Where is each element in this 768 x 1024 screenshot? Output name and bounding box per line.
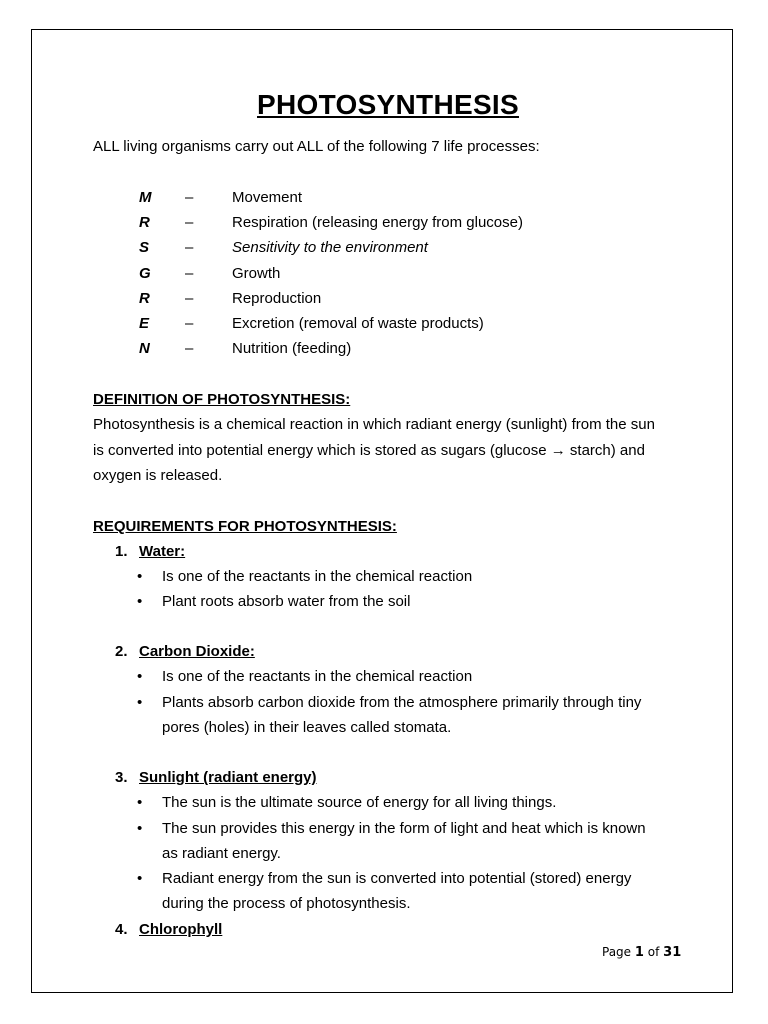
life-process-text: Nutrition (feeding) (232, 340, 352, 358)
bullet-list (93, 664, 683, 740)
page-title: PHOTOSYNTHESIS (257, 89, 519, 120)
life-process-text: Respiration (releasing energy from glucose) (232, 214, 523, 232)
requirement-number: 1. (115, 542, 128, 560)
footer-current-page: 1 (634, 945, 644, 960)
life-process-row (93, 210, 683, 235)
bullet-text: during the process of photosynthesis. (162, 895, 411, 913)
bullet-line (93, 790, 683, 815)
bullet-text: The sun is the ultimate source of energy for all living things. (162, 794, 557, 812)
requirement-number: 2. (115, 643, 128, 661)
life-process-letter: M (139, 189, 152, 206)
bullet-line (93, 841, 683, 866)
intro-text: ALL living organisms carry out ALL of the following 7 life processes: (93, 138, 540, 155)
requirements-list (93, 539, 683, 942)
bullet-icon: • (137, 693, 143, 711)
requirements-heading: REQUIREMENTS FOR PHOTOSYNTHESIS: (93, 517, 397, 535)
bullet-line (93, 564, 683, 589)
definition-paragraph (93, 412, 683, 489)
footer-page-word: Page (602, 945, 632, 959)
footer-total-pages: 31 (663, 945, 682, 960)
life-process-letter: E (139, 314, 150, 332)
bullet-text: The sun provides this energy in the form of light and heat which is known (162, 819, 646, 837)
life-process-text: Reproduction (232, 289, 322, 307)
life-process-text: Movement (232, 189, 303, 206)
requirement-item (93, 539, 683, 615)
life-process-dash: – (185, 314, 194, 332)
life-processes-list (93, 185, 683, 361)
requirement-item (93, 917, 683, 942)
requirement-label: Carbon Dioxide: (139, 643, 255, 661)
bullet-icon: • (137, 567, 143, 585)
life-process-letter: S (139, 239, 150, 257)
life-process-letter: G (139, 264, 151, 282)
bullet-line (93, 589, 683, 614)
bullet-list (93, 564, 683, 615)
requirement-item (93, 765, 683, 916)
life-process-row (93, 336, 683, 361)
requirement-title (93, 639, 683, 664)
bullet-text: Plant roots absorb water from the soil (162, 593, 411, 611)
bullet-text: pores (holes) in their leaves called stomata. (162, 719, 452, 736)
life-process-letter: R (139, 289, 150, 307)
definition-heading: DEFINITION OF PHOTOSYNTHESIS: (93, 391, 351, 409)
bullet-icon: • (137, 668, 143, 686)
life-process-row (93, 311, 683, 336)
bullet-line (93, 690, 683, 715)
life-process-text: Excretion (removal of waste products) (232, 314, 484, 332)
requirement-number: 3. (115, 769, 128, 787)
requirement-number: 4. (115, 920, 128, 938)
footer-of-word: of (647, 945, 660, 959)
life-process-dash: – (185, 214, 194, 232)
definition-line: oxygen is released. (93, 467, 223, 485)
life-process-letter: R (139, 214, 150, 232)
life-process-row (93, 286, 683, 311)
bullet-text: as radiant energy. (162, 844, 281, 862)
requirement-item (93, 639, 683, 740)
bullet-text: Radiant energy from the sun is converted into potential (stored) energy (162, 870, 632, 888)
document-body (93, 88, 683, 942)
bullet-list (93, 790, 683, 916)
bullet-icon: • (137, 819, 143, 837)
page-number-footer (602, 945, 681, 960)
life-process-text: Sensitivity to the environment (232, 239, 428, 257)
definition-line: is converted into potential energy which is stored as sugars (glucose → starch) and (93, 441, 645, 459)
life-process-dash: – (185, 264, 194, 282)
requirement-label: Water: (139, 542, 186, 560)
bullet-line (93, 866, 683, 891)
life-process-dash: – (185, 340, 194, 358)
bullet-line (93, 816, 683, 841)
requirement-label: Chlorophyll (139, 920, 223, 938)
life-process-dash: – (185, 239, 194, 257)
bullet-line (93, 715, 683, 740)
life-process-text: Growth (232, 264, 281, 282)
bullet-icon: • (137, 593, 143, 611)
life-process-dash: – (185, 189, 194, 206)
bullet-icon: • (137, 794, 143, 812)
spacer (93, 614, 683, 639)
bullet-icon: • (137, 870, 143, 888)
requirement-label: Sunlight (radiant energy) (139, 769, 317, 787)
requirement-title (93, 917, 683, 942)
definition-line: Photosynthesis is a chemical reaction in which radiant energy (sunlight) from the sun (93, 416, 655, 434)
requirement-title (93, 539, 683, 564)
bullet-text: Plants absorb carbon dioxide from the atmosphere primarily through tiny (162, 693, 642, 711)
bullet-line (93, 891, 683, 916)
spacer (93, 740, 683, 765)
bullet-line (93, 664, 683, 689)
life-process-row (93, 185, 683, 210)
bullet-text: Is one of the reactants in the chemical reaction (162, 668, 473, 686)
life-process-row (93, 235, 683, 260)
life-process-letter: N (139, 340, 150, 358)
requirement-title (93, 765, 683, 790)
bullet-text: Is one of the reactants in the chemical reaction (162, 567, 473, 585)
life-process-row (93, 261, 683, 286)
life-process-dash: – (185, 289, 194, 307)
